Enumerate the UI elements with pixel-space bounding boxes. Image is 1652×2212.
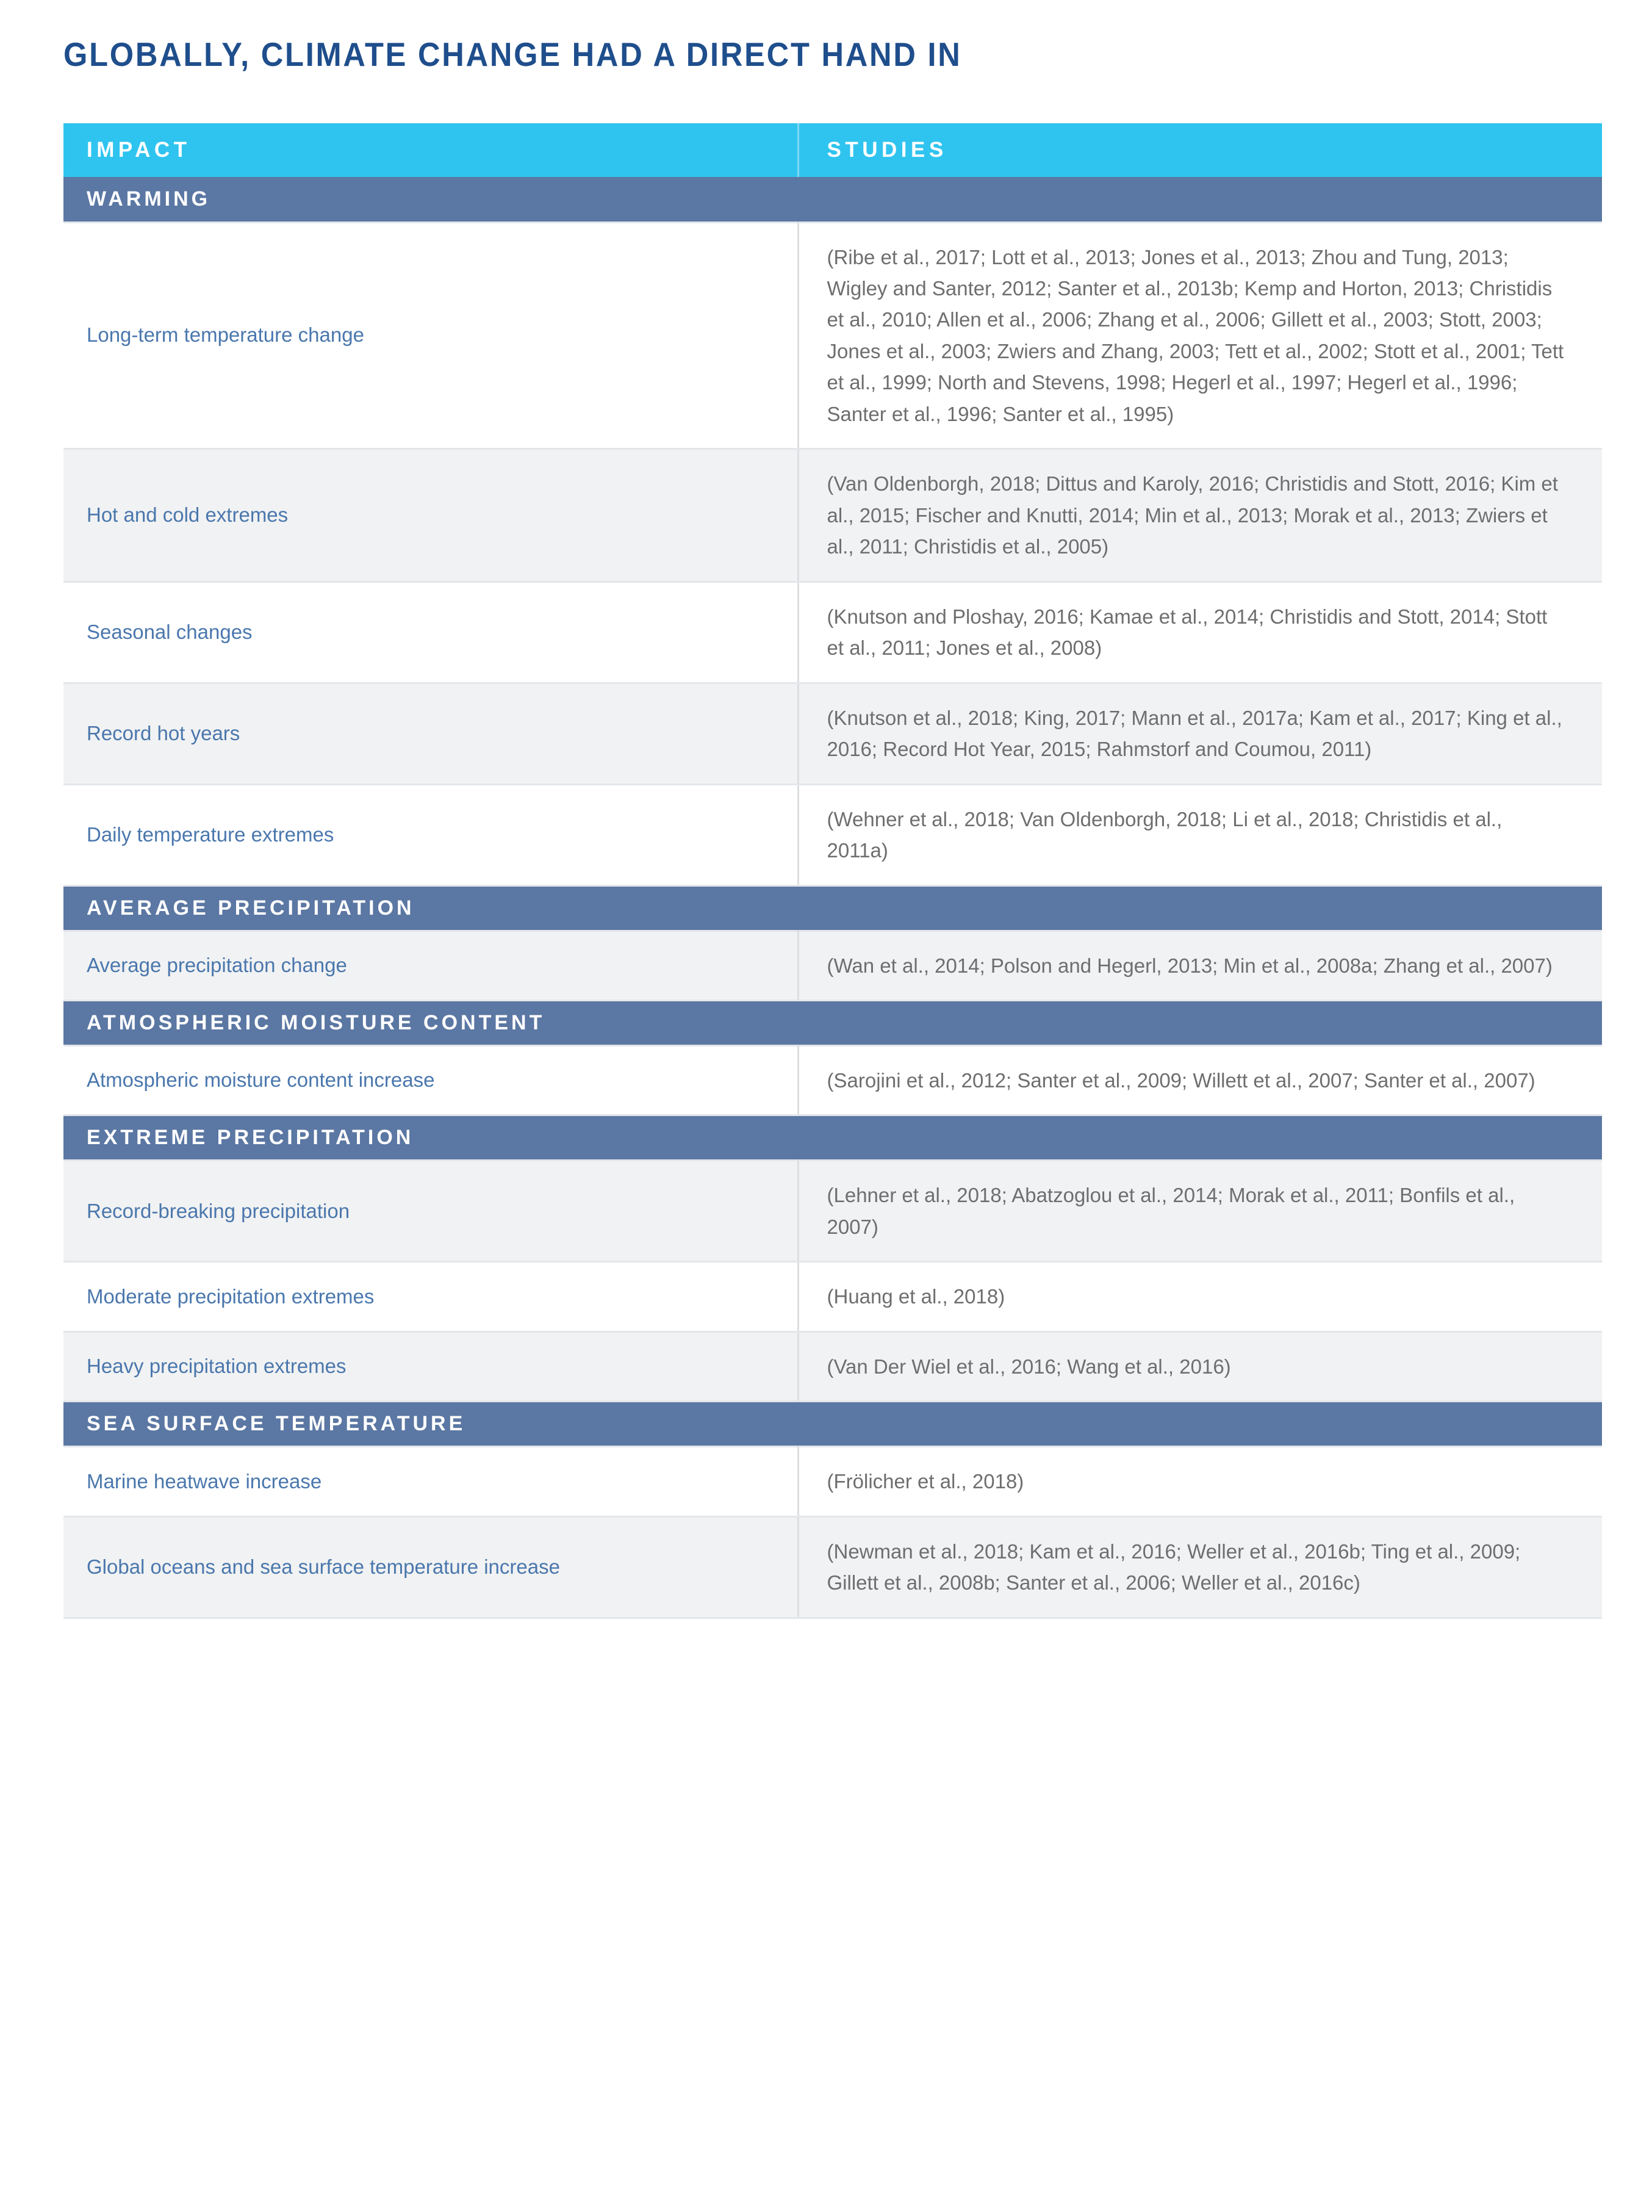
studies-cell: (Newman et al., 2018; Kam et al., 2016; Weller et al., 2016b; Ting et al., 2009; Gillett et al., 2008b; Santer et al., 2006; Weller et al., 2016c) bbox=[798, 1516, 1602, 1618]
table-row bbox=[63, 683, 1602, 784]
studies-cell: (Huang et al., 2018) bbox=[798, 1262, 1602, 1331]
section-heading-label: AVERAGE PRECIPITATION bbox=[63, 885, 1602, 931]
impact-cell: Hot and cold extremes bbox=[63, 449, 798, 582]
section-heading-label: ATMOSPHERIC MOISTURE CONTENT bbox=[63, 1001, 1602, 1046]
table-row bbox=[63, 784, 1602, 885]
table-row bbox=[63, 582, 1602, 683]
table-row bbox=[63, 1447, 1602, 1516]
table-header-row bbox=[63, 123, 1602, 177]
impact-cell: Seasonal changes bbox=[63, 582, 798, 683]
climate-impacts-table-wrapper bbox=[63, 123, 1602, 1619]
table-row bbox=[63, 1262, 1602, 1331]
table-row bbox=[63, 931, 1602, 1000]
table-header bbox=[63, 123, 1602, 177]
impact-cell: Marine heatwave increase bbox=[63, 1447, 798, 1516]
impact-cell: Long-term temperature change bbox=[63, 222, 798, 449]
studies-cell: (Van Der Wiel et al., 2016; Wang et al., 2016) bbox=[798, 1331, 1602, 1401]
section-heading-label: EXTREME PRECIPITATION bbox=[63, 1115, 1602, 1161]
studies-cell: (Lehner et al., 2018; Abatzoglou et al., 2014; Morak et al., 2011; Bonfils et al., 2007) bbox=[798, 1161, 1602, 1262]
studies-cell: (Ribe et al., 2017; Lott et al., 2013; Jones et al., 2013; Zhou and Tung, 2013; Wigley and Santer, 2012; Santer et al., 2013b; Kemp and Horton, 2013; Christidis et al., 2010; Allen et al., 2006; Zhang et al., 2006; Gillett et al., 2003; Stott, 2003; Jones et al., 2003; Zwiers and Zhang, 2003; Tett et al., 2002; Stott et al., 2001; Tett et al., 1999; North and Stevens, 1998; Hegerl et al., 1997; Hegerl et al., 1996; Santer et al., 1996; Santer et al., 1995) bbox=[798, 222, 1602, 449]
section-heading-row bbox=[63, 1115, 1602, 1161]
table-row bbox=[63, 449, 1602, 582]
table-row bbox=[63, 1331, 1602, 1401]
impact-cell: Atmospheric moisture content increase bbox=[63, 1046, 798, 1115]
page-title: GLOBALLY, CLIMATE CHANGE HAD A DIRECT HAND IN bbox=[63, 35, 962, 73]
studies-cell: (Wan et al., 2014; Polson and Hegerl, 2013; Min et al., 2008a; Zhang et al., 2007) bbox=[798, 931, 1602, 1000]
impact-cell: Heavy precipitation extremes bbox=[63, 1331, 798, 1401]
studies-cell: (Frölicher et al., 2018) bbox=[798, 1447, 1602, 1516]
impact-cell: Global oceans and sea surface temperature increase bbox=[63, 1516, 798, 1618]
studies-cell: (Knutson et al., 2018; King, 2017; Mann et al., 2017a; Kam et al., 2017; King et al., 2016; Record Hot Year, 2015; Rahmstorf and Coumou, 2011) bbox=[798, 683, 1602, 784]
section-heading-label: WARMING bbox=[63, 177, 1602, 222]
impact-cell: Daily temperature extremes bbox=[63, 784, 798, 885]
section-heading-label: SEA SURFACE TEMPERATURE bbox=[63, 1402, 1602, 1447]
climate-impacts-table bbox=[63, 123, 1602, 1619]
impact-cell: Record-breaking precipitation bbox=[63, 1161, 798, 1262]
column-header-impact: IMPACT bbox=[63, 123, 798, 177]
table-row bbox=[63, 1046, 1602, 1115]
impact-cell: Moderate precipitation extremes bbox=[63, 1262, 798, 1331]
table-row bbox=[63, 1516, 1602, 1618]
section-heading-row bbox=[63, 1402, 1602, 1447]
studies-cell: (Van Oldenborgh, 2018; Dittus and Karoly, 2016; Christidis and Stott, 2016; Kim et al., 2015; Fischer and Knutti, 2014; Min et al., 2013; Morak et al., 2013; Zwiers et al., 2011; Christidis et al., 2005) bbox=[798, 449, 1602, 582]
studies-cell: (Knutson and Ploshay, 2016; Kamae et al., 2014; Christidis and Stott, 2014; Stott et al., 2011; Jones et al., 2008) bbox=[798, 582, 1602, 683]
table-body bbox=[63, 177, 1602, 1618]
table-row bbox=[63, 1161, 1602, 1262]
column-header-studies: STUDIES bbox=[798, 123, 1602, 177]
table-row bbox=[63, 222, 1602, 449]
section-heading-row bbox=[63, 885, 1602, 931]
section-heading-row bbox=[63, 1001, 1602, 1046]
impact-cell: Average precipitation change bbox=[63, 931, 798, 1000]
studies-cell: (Sarojini et al., 2012; Santer et al., 2009; Willett et al., 2007; Santer et al., 2007) bbox=[798, 1046, 1602, 1115]
impact-cell: Record hot years bbox=[63, 683, 798, 784]
studies-cell: (Wehner et al., 2018; Van Oldenborgh, 2018; Li et al., 2018; Christidis et al., 2011a) bbox=[798, 784, 1602, 885]
section-heading-row bbox=[63, 177, 1602, 222]
page-bottom-spacer bbox=[0, 0, 1652, 18]
